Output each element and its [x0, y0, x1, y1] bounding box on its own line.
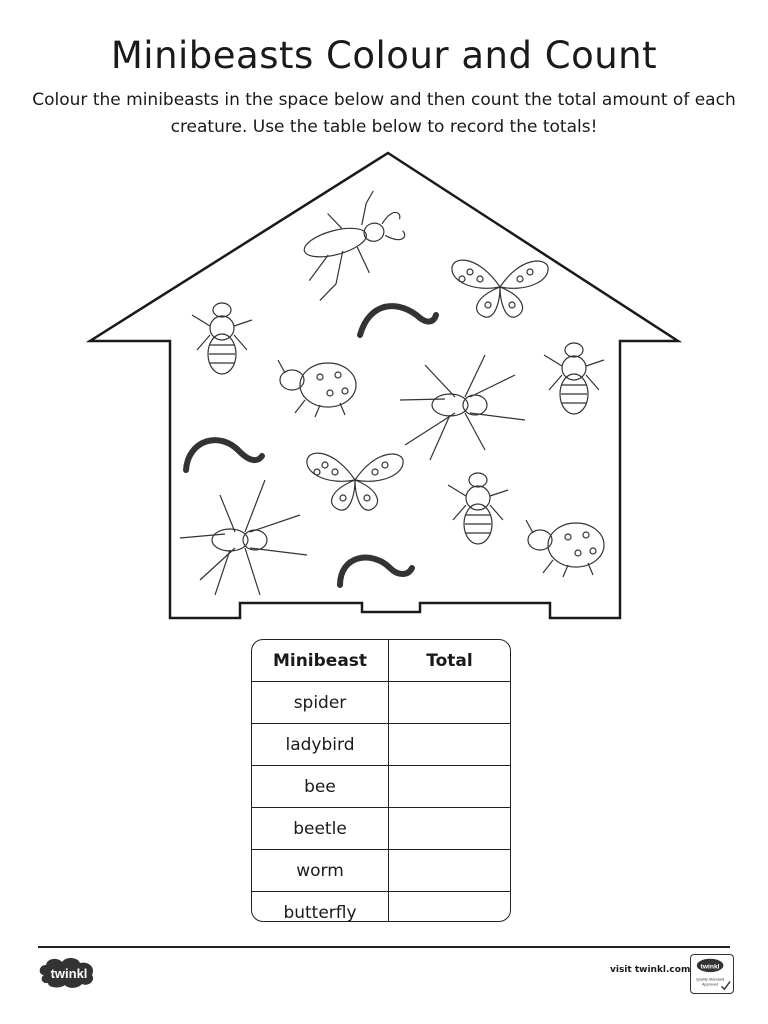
twinkl-logo: [38, 955, 100, 989]
butterfly-icon: [452, 260, 548, 317]
total-cell[interactable]: [389, 808, 511, 850]
total-cell[interactable]: [389, 766, 511, 808]
total-cell[interactable]: [389, 892, 511, 923]
table-row: [252, 808, 510, 850]
total-cell[interactable]: [389, 724, 511, 766]
table-row: [252, 850, 510, 892]
minibeast-name-cell: worm: [252, 850, 389, 892]
badge-caption-2: Approved: [701, 982, 719, 987]
header-total: Total: [389, 640, 511, 682]
bee-icon: [448, 473, 508, 544]
butterfly-icon: [307, 453, 403, 510]
minibeast-name-cell: beetle: [252, 808, 389, 850]
badge-caption: Quality Standard: [695, 977, 725, 982]
table-row: [252, 766, 510, 808]
bee-icon: [544, 343, 604, 414]
logo-text: twinkl: [50, 966, 88, 981]
check-icon: [722, 982, 731, 990]
instructions-text: Colour the minibeasts in the space below and then count the total amount of each creature. Use the table below to record the totals!: [32, 90, 736, 137]
table-row: [252, 724, 510, 766]
total-cell[interactable]: [389, 850, 511, 892]
badge-logo-text: twinkl: [700, 963, 720, 971]
minibeast-name-cell: spider: [252, 682, 389, 724]
worm-icon: [340, 558, 412, 585]
table-row: [252, 682, 510, 724]
spider-icon: [180, 480, 307, 595]
page-title: Minibeasts Colour and Count: [110, 34, 658, 77]
ladybird-icon: [278, 360, 356, 417]
minibeast-name-cell: bee: [252, 766, 389, 808]
worm-icon: [360, 306, 436, 335]
visit-link[interactable]: visit twinkl.com: [610, 965, 691, 975]
worm-icon: [186, 440, 262, 470]
totals-table: [251, 639, 511, 922]
spider-icon: [400, 355, 525, 460]
table-row: [252, 892, 510, 923]
minibeast-name-cell: butterfly: [252, 892, 389, 923]
quality-badge: [690, 954, 734, 994]
house-outline: [90, 153, 678, 618]
footer-divider: [38, 946, 730, 948]
bee-icon: [192, 303, 252, 374]
total-cell[interactable]: [389, 682, 511, 724]
ladybird-icon: [526, 520, 604, 577]
header-minibeast: Minibeast: [252, 640, 389, 682]
table-header-row: [252, 640, 510, 682]
minibeast-name-cell: ladybird: [252, 724, 389, 766]
